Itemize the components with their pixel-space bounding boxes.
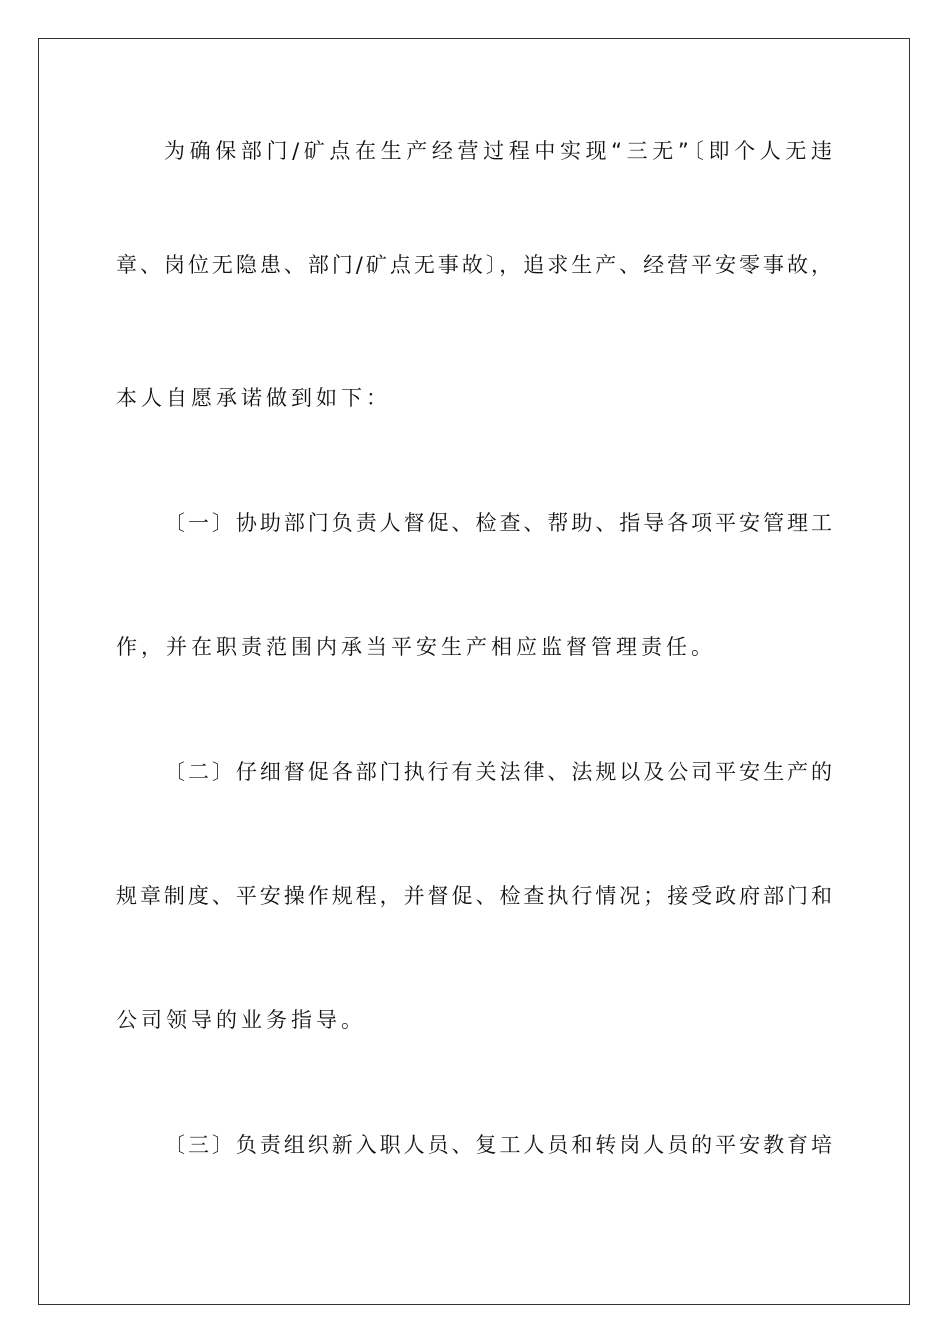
page-frame (38, 38, 910, 1305)
clause-2-line-1: 〔二〕仔细督促各部门执行有关法律、法规以及公司平安生产的 (164, 760, 832, 784)
clause-1-line-1: 〔一〕协助部门负责人督促、检查、帮助、指导各项平安管理工 (164, 511, 832, 535)
clause-2-line-2: 规章制度、平安操作规程，并督促、检查执行情况；接受政府部门和 (116, 884, 832, 908)
paragraph-intro-line-1: 为确保部门/矿点在生产经营过程中实现“三无”〔即个人无违 (164, 139, 832, 163)
clause-1-line-2: 作，并在职责范围内承当平安生产相应监督管理责任。 (116, 635, 716, 659)
clause-3-line-1: 〔三〕负责组织新入职人员、复工人员和转岗人员的平安教育培 (164, 1133, 832, 1157)
paragraph-intro-line-2: 章、岗位无隐患、部门/矿点无事故〕，追求生产、经营平安零事故， (116, 253, 832, 277)
clause-2-line-3: 公司领导的业务指导。 (116, 1008, 366, 1032)
paragraph-intro-line-3: 本人自愿承诺做到如下： (116, 386, 391, 410)
